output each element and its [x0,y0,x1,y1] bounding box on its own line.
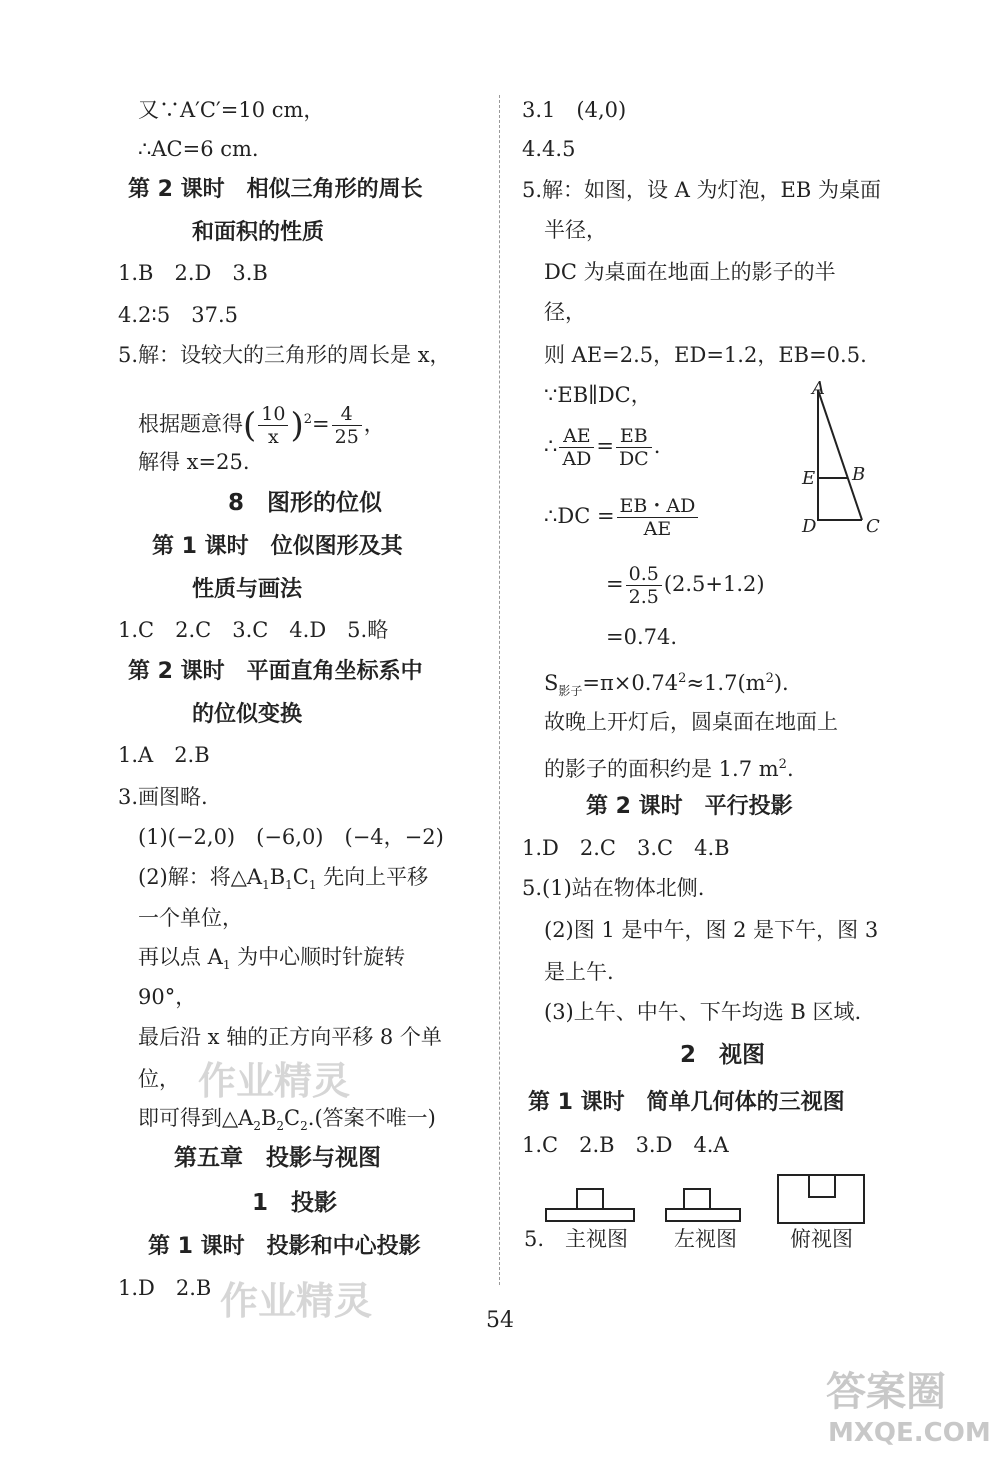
lesson-heading: 第 2 课时 平面直角坐标系中 [128,659,423,684]
lesson-heading-cont: 的位似变换 [192,702,303,727]
answer-line: 是上午. [544,960,614,984]
label-B: B [852,464,866,485]
text: ， [363,412,385,436]
section-heading: 2 视图 [680,1042,766,1068]
text: = [312,412,330,436]
equation-line [606,556,765,612]
text: C [292,865,309,889]
text-line: 又∵A′C′=10 cm， [138,98,325,122]
chapter-heading: 第五章 投影与视图 [174,1145,381,1171]
answer-line: 3.1 (4,0) [522,98,627,122]
answer-line: 一个单位， [138,906,243,930]
label-E: E [802,468,816,489]
numerator: AE [559,425,594,448]
subscript: 1 [308,878,317,893]
exponent: 2 [678,671,687,686]
label-A: A [812,378,825,399]
answer-line: 径， [544,300,586,324]
front-view-base [546,1209,634,1221]
answer-line: 故晚上开灯后，圆桌面在地面上 [544,710,838,734]
answer-line: 4.2∶5 37.5 [118,303,238,327]
answer-line: 5.(1)站在物体北侧. [522,876,705,900]
fraction [616,425,652,470]
text: 即可得到△A [138,1106,254,1130]
text: ). [773,671,789,695]
numerator: EB [616,425,652,448]
denominator: AD [562,448,592,470]
subscript: 1 [262,878,270,893]
answer-line: 1.D 2.C 3.C 4.B [522,836,730,860]
text: . [653,434,661,458]
subscript: 1 [285,878,293,893]
answer-line: 5.解：设较大的三角形的周长是 x， [118,343,451,367]
question-number: 5. [524,1227,545,1251]
numerator: EB・AD [617,495,699,518]
answer-line: 90°， [138,985,197,1009]
exponent: 2 [778,757,787,772]
answer-line: (2)图 1 是中午，图 2 是下午，图 3 [544,918,879,942]
fraction [559,425,594,470]
text: (2)解：将△A [138,865,263,889]
denominator: 2.5 [628,586,659,608]
text: S [544,671,559,695]
numerator: 10 [258,403,288,426]
text: B [260,1106,277,1130]
fraction [617,495,699,540]
lesson-heading: 第 2 课时 相似三角形的周长 [128,177,423,202]
watermark-site: MXQE.COM [828,1418,991,1448]
denominator: 25 [334,426,359,448]
view-label: 主视图 [565,1227,628,1251]
lesson-heading: 第 2 课时 平行投影 [586,794,793,819]
triangle-figure [790,380,900,540]
answer-line: 4.4.5 [522,137,576,161]
equation-line: =0.74. [606,625,678,649]
answer-line: 3.画图略. [118,785,208,809]
exponent: 2 [765,671,774,686]
answer-line: 1.B 2.D 3.B [118,261,268,285]
text: . [786,757,794,781]
answer-line: 1.C 2.C 3.C 4.D 5.略 [118,618,389,642]
watermark: 作业精灵 [198,1059,351,1103]
subscript: 2 [276,1119,285,1134]
denominator: DC [618,448,649,470]
top-view-inner [809,1175,835,1197]
answer-line: (1)(−2,0) (−6,0) (−4，−2) [138,825,444,849]
text: (2.5+1.2) [663,572,765,596]
subscript: 1 [222,958,231,973]
text: ∴ [544,434,558,458]
lesson-heading-cont: 和面积的性质 [192,220,325,245]
text: ∴DC = [544,504,615,528]
answer-line [544,750,794,784]
view-label: 左视图 [674,1227,737,1251]
exponent: 2 [303,412,312,427]
answer-line: 1.C 2.B 3.D 4.A [522,1133,729,1157]
lesson-heading-cont: 性质与画法 [192,577,303,602]
text-line: ∴AC=6 cm. [138,137,259,161]
top-view-outline [778,1175,864,1223]
text: B [269,865,286,889]
answer-line: 1.D 2.B [118,1276,212,1300]
answer-line: 1.A 2.B [118,743,210,767]
text: =π×0.74 [582,671,679,695]
fraction [332,403,362,448]
equation-line: 根据题意得( $\frac{10}{x}$ )$^2$= $\frac{4}{25}$ ， [138,403,385,448]
equation-line [544,418,660,474]
view-label: 俯视图 [790,1227,853,1251]
lesson-heading: 第 1 课时 位似图形及其 [152,534,403,559]
watermark: 作业精灵 [220,1279,373,1323]
subscript: 2 [253,1119,261,1134]
page-number: 54 [486,1308,514,1333]
lesson-heading: 第 1 课时 简单几何体的三视图 [528,1090,845,1115]
label-D: D [802,516,817,537]
text: = [596,434,614,458]
watermark-logo: 答案圈 [826,1369,946,1415]
subscript: 2 [300,1119,308,1134]
answer-line: 则 AE=2.5，ED=1.2，EB=0.5. [544,343,867,367]
text: 根据题意得 [138,412,243,436]
text: 为中心顺时针旋转 [230,945,406,969]
text: 的影子的面积约是 1.7 m [544,757,779,781]
front-view-top [577,1189,603,1209]
left-view-top [684,1189,710,1209]
answer-line: 位， [138,1067,180,1091]
section-heading: 1 投影 [252,1190,338,1216]
denominator: AE [643,518,672,540]
denominator: x [268,426,279,448]
top-view-drawing [776,1172,868,1226]
text: 再以点 A [138,945,223,969]
subscript: 影子 [558,684,583,699]
left-view-drawing [664,1185,744,1223]
answer-line: ∵EB∥DC， [544,383,652,407]
left-view-base [666,1209,740,1221]
answer-line: 5.解：如图，设 A 为灯泡，EB 为桌面 [522,178,881,202]
answer-line [544,664,789,706]
lesson-heading: 第 1 课时 投影和中心投影 [148,1234,421,1259]
text: C [284,1106,301,1130]
numerator: 4 [332,403,362,426]
answer-line: 最后沿 x 轴的正方向平移 8 个单 [138,1025,442,1049]
answer-line: (3)上午、中午、下午均选 B 区域. [544,1000,862,1024]
column-divider [499,95,500,1285]
answer-line [138,862,428,900]
answer-line [138,1103,436,1141]
text: = [606,572,624,596]
answer-line [138,942,405,980]
fraction [626,563,662,608]
answer-line: 半径， [544,218,607,242]
answer-line: DC 为桌面在地面上的影子的半 [544,260,836,284]
label-C: C [866,516,880,537]
text: ≈1.7(m [686,671,766,695]
equation-line [544,488,700,544]
section-heading: 8 图形的位似 [228,490,383,516]
triangle-hypotenuse [818,390,862,520]
text: 先向上平移 [316,865,429,889]
text: .(答案不唯一) [307,1106,436,1130]
front-view-drawing [544,1185,636,1223]
fraction [258,403,288,448]
answer-line: 解得 x=25. [138,450,250,474]
numerator: 0.5 [626,563,662,586]
